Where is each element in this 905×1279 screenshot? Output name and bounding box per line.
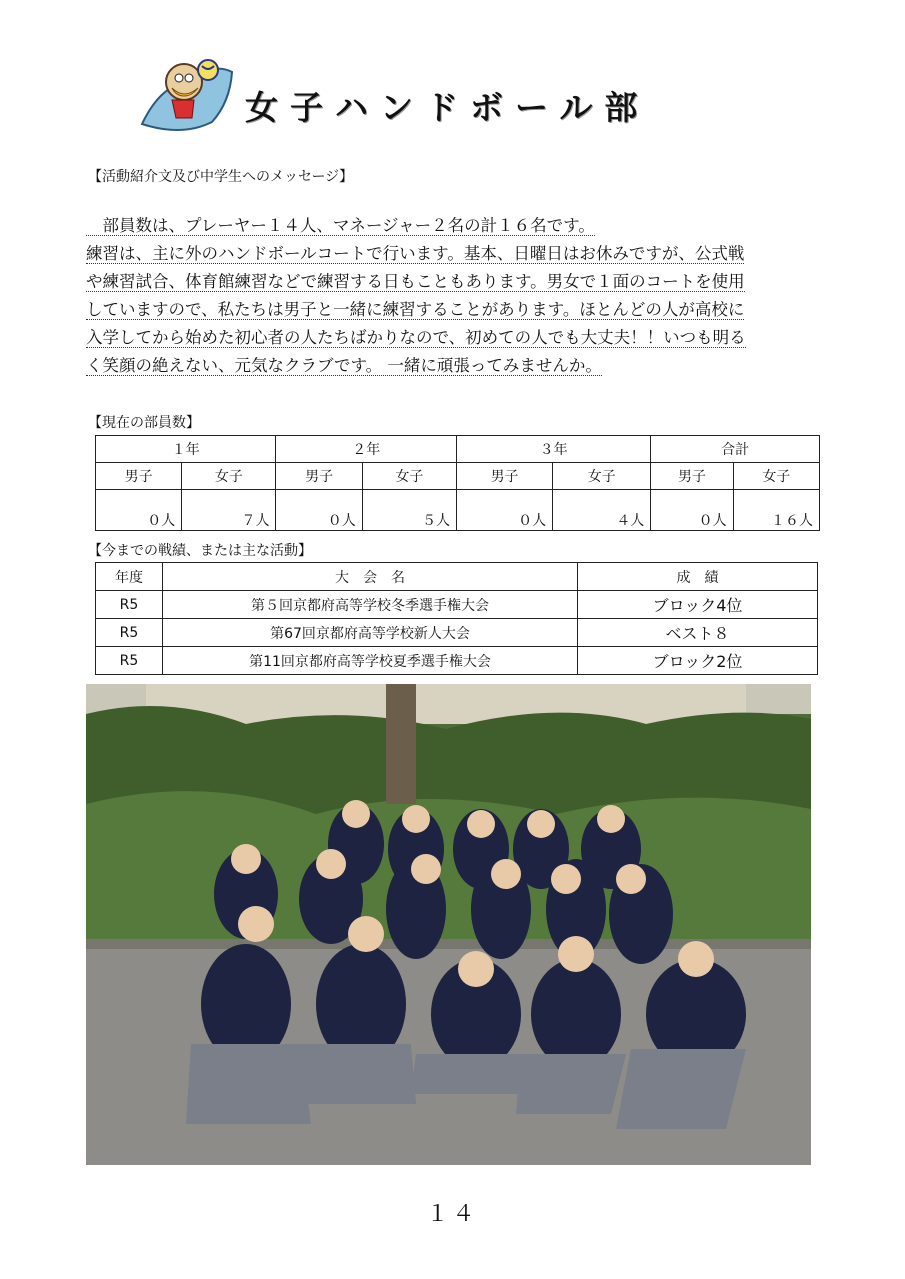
member-count: ５人 bbox=[362, 490, 456, 531]
member-count: ０人 bbox=[651, 490, 733, 531]
result-outcome: ブロック4位 bbox=[578, 591, 818, 619]
intro-line: 練習は、主に外のハンドボールコートで行います。基本、日曜日はお休みですが、公式戦 bbox=[86, 244, 745, 263]
members-table bbox=[95, 435, 820, 531]
result-year: R5 bbox=[96, 619, 163, 647]
member-count: ０人 bbox=[456, 490, 552, 531]
results-header: 年度 bbox=[96, 563, 163, 591]
member-count: ０人 bbox=[276, 490, 362, 531]
table-row bbox=[96, 619, 818, 647]
gender-header: 男子 bbox=[456, 463, 552, 490]
gender-header: 男子 bbox=[651, 463, 733, 490]
members-count-row bbox=[96, 490, 820, 531]
member-count: ７人 bbox=[182, 490, 276, 531]
gender-header: 女子 bbox=[362, 463, 456, 490]
gender-header: 女子 bbox=[182, 463, 276, 490]
results-heading: 【今までの戦績、または主な活動】 bbox=[88, 543, 312, 559]
year-header: １年 bbox=[96, 436, 276, 463]
page-number: １４ bbox=[426, 1202, 479, 1227]
results-header: 成 績 bbox=[578, 563, 818, 591]
members-gender-row bbox=[96, 463, 820, 490]
result-year: R5 bbox=[96, 591, 163, 619]
gender-header: 女子 bbox=[733, 463, 819, 490]
result-competition: 第５回京都府高等学校冬季選手権大会 bbox=[163, 591, 578, 619]
intro-line: 入学してから始めた初心者の人たちばかりなので、初めての人でも大丈夫！！いつも明る bbox=[86, 328, 746, 347]
intro-line: く笑顔の絶えない、元気なクラブです。 一緒に頑張ってみませんか。 bbox=[86, 356, 602, 375]
member-count: ０人 bbox=[96, 490, 182, 531]
intro-text bbox=[86, 212, 822, 380]
intro-line: 部員数は、プレーヤー１４人、マネージャー２名の計１６名です。 bbox=[86, 216, 595, 235]
intro-line: や練習試合、体育館練習などで練習する日もこともあります。男女で１面のコートを使用 bbox=[86, 272, 745, 291]
member-count: １６人 bbox=[733, 490, 819, 531]
member-count: ４人 bbox=[553, 490, 651, 531]
members-year-row bbox=[96, 436, 820, 463]
result-outcome: ベスト８ bbox=[578, 619, 818, 647]
result-year: R5 bbox=[96, 647, 163, 675]
result-competition: 第67回京都府高等学校新人大会 bbox=[163, 619, 578, 647]
page-title: 女子ハンドボール部 bbox=[245, 88, 650, 127]
intro-heading: 【活動紹介文及び中学生へのメッセージ】 bbox=[88, 169, 354, 185]
gender-header: 男子 bbox=[276, 463, 362, 490]
result-competition: 第11回京都府高等学校夏季選手権大会 bbox=[163, 647, 578, 675]
intro-line: していますので、私たちは男子と一緒に練習することがあります。ほとんどの人が高校に bbox=[86, 300, 745, 319]
year-header: 合計 bbox=[651, 436, 820, 463]
gender-header: 男子 bbox=[96, 463, 182, 490]
table-row bbox=[96, 647, 818, 675]
results-table bbox=[95, 562, 818, 675]
year-header: ３年 bbox=[456, 436, 650, 463]
gender-header: 女子 bbox=[553, 463, 651, 490]
mascot-bird-illustration bbox=[132, 52, 240, 140]
results-header: 大 会 名 bbox=[163, 563, 578, 591]
table-row bbox=[96, 591, 818, 619]
result-outcome: ブロック2位 bbox=[578, 647, 818, 675]
members-heading: 【現在の部員数】 bbox=[88, 415, 200, 431]
team-photo bbox=[86, 684, 811, 1165]
results-header-row bbox=[96, 563, 818, 591]
year-header: ２年 bbox=[276, 436, 456, 463]
